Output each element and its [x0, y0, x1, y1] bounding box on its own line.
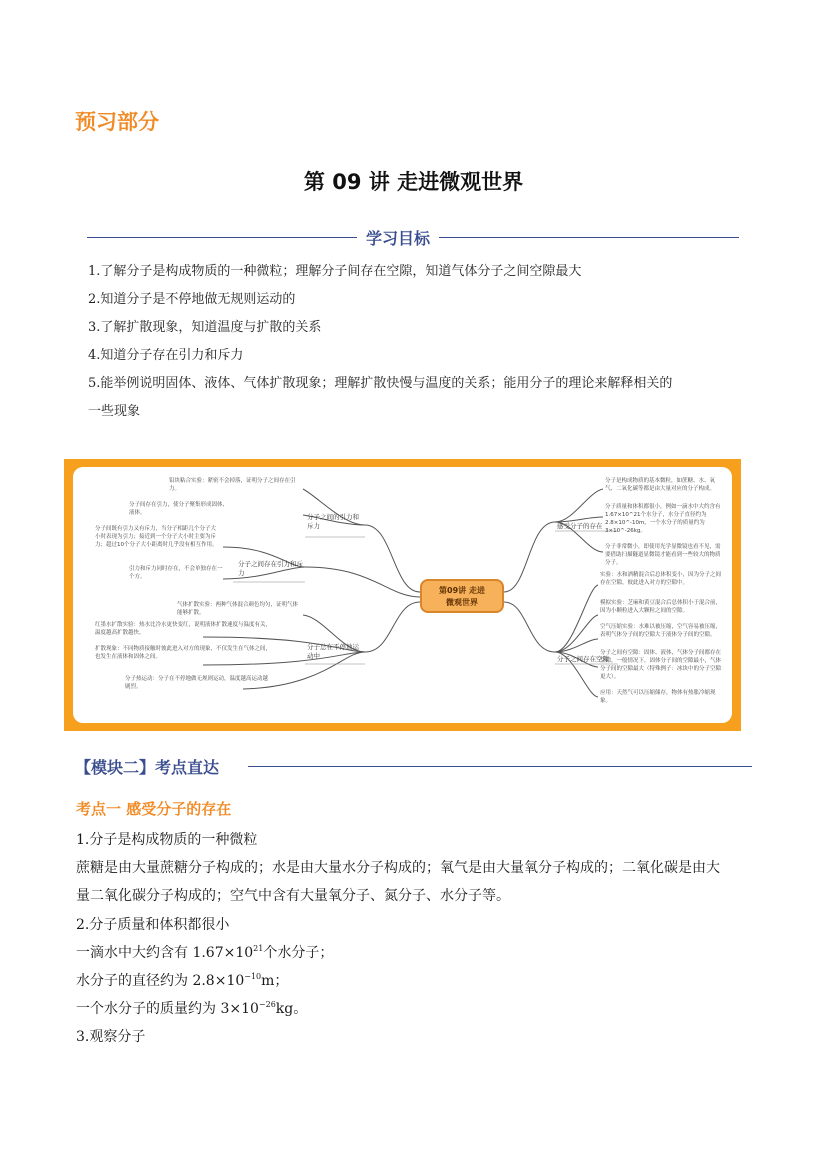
- mindmap-leaf: 模拟实验：芝麻和黄豆混合后总体积小于混合前，因为小颗粒进入大颗粒之间的空隙。: [600, 600, 722, 614]
- connector: [305, 567, 420, 597]
- goals-header: [87, 226, 739, 248]
- mindmap-leaf: 分子间既有引力又有斥力，当分子相距几个分子大小时表现为引力；接近到一个分子大小时主要为斥力；超过10个分子大小距离时几乎没有相互作用。: [95, 526, 218, 548]
- body-line: 量二氧化碳分子构成的；空气中含有大量氧分子、氮分子、水分子等。: [76, 888, 510, 905]
- mindmap-branch: 分子总在不停地运动中: [307, 643, 359, 660]
- body-line: 2.分子质量和体积都很小: [76, 916, 230, 933]
- mindmap-leaf: 应用：天然气可以压缩储存，物体有热胀冷缩现象。: [600, 690, 716, 704]
- mindmap-leaf: 分子热运动：分子在不停地做无规则运动，温度越高运动越剧烈。: [125, 676, 269, 690]
- mindmap: [73, 467, 732, 723]
- body-line: 3.观察分子: [76, 1029, 146, 1046]
- key-point-title: 考点一 感受分子的存在: [76, 800, 232, 818]
- body-text: [76, 826, 752, 1052]
- body-line-water-count: [76, 939, 752, 967]
- connector: [555, 585, 598, 652]
- mindmap-leaf: 实验：水和酒精混合后总体积变小，因为分子之间存在空隙，彼此进入对方的空隙中。: [600, 572, 722, 586]
- mindmap-branch: 感受分子的存在: [557, 522, 603, 530]
- goal-item: 2.知道分子是不停地做无规则运动的: [88, 292, 296, 307]
- goal-item-continuation: 一些现象: [88, 404, 141, 419]
- connector: [365, 602, 420, 652]
- mindmap-frame: [64, 459, 741, 731]
- goal-item: 3.了解扩散现象，知道温度与扩散的关系: [88, 320, 322, 335]
- connector: [365, 525, 420, 592]
- text: m；: [261, 973, 289, 990]
- goals-header-line-left: [87, 237, 357, 238]
- mindmap-branch: 分子之间存在空隙: [557, 655, 609, 663]
- mindmap-branch: 分子之间的引力和斥力: [307, 513, 359, 530]
- mindmap-center-line: 第09讲 走进: [439, 586, 485, 595]
- body-line: 1.分子是构成物质的一种微粒: [76, 832, 258, 848]
- body-line-mass: [76, 995, 752, 1023]
- text: kg。: [275, 1001, 308, 1018]
- module-title: 【模块二】考点直达: [75, 758, 220, 777]
- goal-item: 1.了解分子是构成物质的一种微粒；理解分子间存在空隙，知道气体分子之间空隙最大: [88, 264, 582, 279]
- body-line-diameter: [76, 967, 752, 995]
- goal-item: 4.知道分子存在引力和斥力: [88, 348, 244, 363]
- text: 一滴水中大约含有 1.67×10: [76, 944, 254, 961]
- mindmap-leaf: 气体扩散实验：两种气体混合颜色均匀，证明气体能够扩散。: [177, 602, 299, 616]
- exponent: 21: [253, 943, 264, 953]
- mindmap-branch: 分子之间存在引力和斥力: [238, 560, 303, 577]
- mindmap-center-line: 微观世界: [446, 598, 478, 607]
- goal-item: 5.能举例说明固体、液体、气体扩散现象；理解扩散快慢与温度的关系；能用分子的理论来解释相关的: [88, 376, 673, 391]
- mindmap-leaf: 分子之间有空隙：固体、液体、气体分子间都存在空隙，一般情况下，固体分子间的空隙最小，气体分子间的空隙最大（特殊例子：冰块中的分子空隙更大）。: [600, 650, 722, 680]
- lecture-title: 第 09 讲 走进微观世界: [303, 170, 524, 194]
- text: 个水分子；: [263, 944, 334, 961]
- exponent: −10: [244, 972, 262, 982]
- goals-list: [88, 258, 748, 426]
- text: 一个水分子的质量约为 3×10: [76, 1001, 259, 1018]
- text: 水分子的直径约为 2.8×10: [76, 973, 245, 990]
- mindmap-leaf: 分子间存在引力，使分子聚集形成固体、液体。: [129, 502, 229, 516]
- module-title-line: [248, 766, 752, 767]
- mindmap-center-node: [420, 579, 504, 613]
- mindmap-leaf: 分子质量和体积都很小，例如一滴水中大约含有1.67×10^21个水分子，水分子直径约为2.8×10^-10m，一个水分子的质量约为3×10^-26kg。: [605, 504, 721, 534]
- mindmap-leaf: 引力和斥力同时存在，不会单独存在一个方。: [129, 566, 223, 580]
- body-line: 蔗糖是由大量蔗糖分子构成的；水是由大量水分子构成的；氧气是由大量氧分子构成的；二氧化碳是由大: [76, 860, 720, 877]
- mindmap-leaf: 分子非常微小，即使用光学显微镜也看不见，需要借助扫描隧道显微镜才能看到一些较大的物质分子。: [605, 544, 721, 566]
- mindmap-leaf: 铅块粘合实验：紧密不会掉落，证明分子之间存在引力。: [169, 478, 296, 492]
- mindmap-leaf: 分子是构成物质的基本微粒，如蔗糖、水、氧气、二氧化碳等都是由大量对应的分子构成。: [605, 478, 716, 492]
- goals-header-line-right: [439, 237, 739, 238]
- connector: [504, 602, 555, 652]
- goals-header-label: 学习目标: [365, 229, 430, 248]
- mindmap-leaf: 空气压缩实验：水难以被压缩，空气容易被压缩，表明气体分子间的空隙大于液体分子间的空隙。: [600, 624, 722, 638]
- mindmap-leaf: 红墨水扩散实验：热水比冷水更快变红，说明液体扩散速度与温度有关，温度越高扩散越快。: [95, 622, 272, 636]
- exponent: −26: [258, 1000, 276, 1010]
- mindmap-leaf: 扩散现象：不同物质接触时彼此进入对方的现象，不仅发生在气体之间，也发生在液体和固体之间。: [95, 646, 272, 660]
- connector: [504, 522, 555, 592]
- section-heading: 预习部分: [75, 110, 159, 134]
